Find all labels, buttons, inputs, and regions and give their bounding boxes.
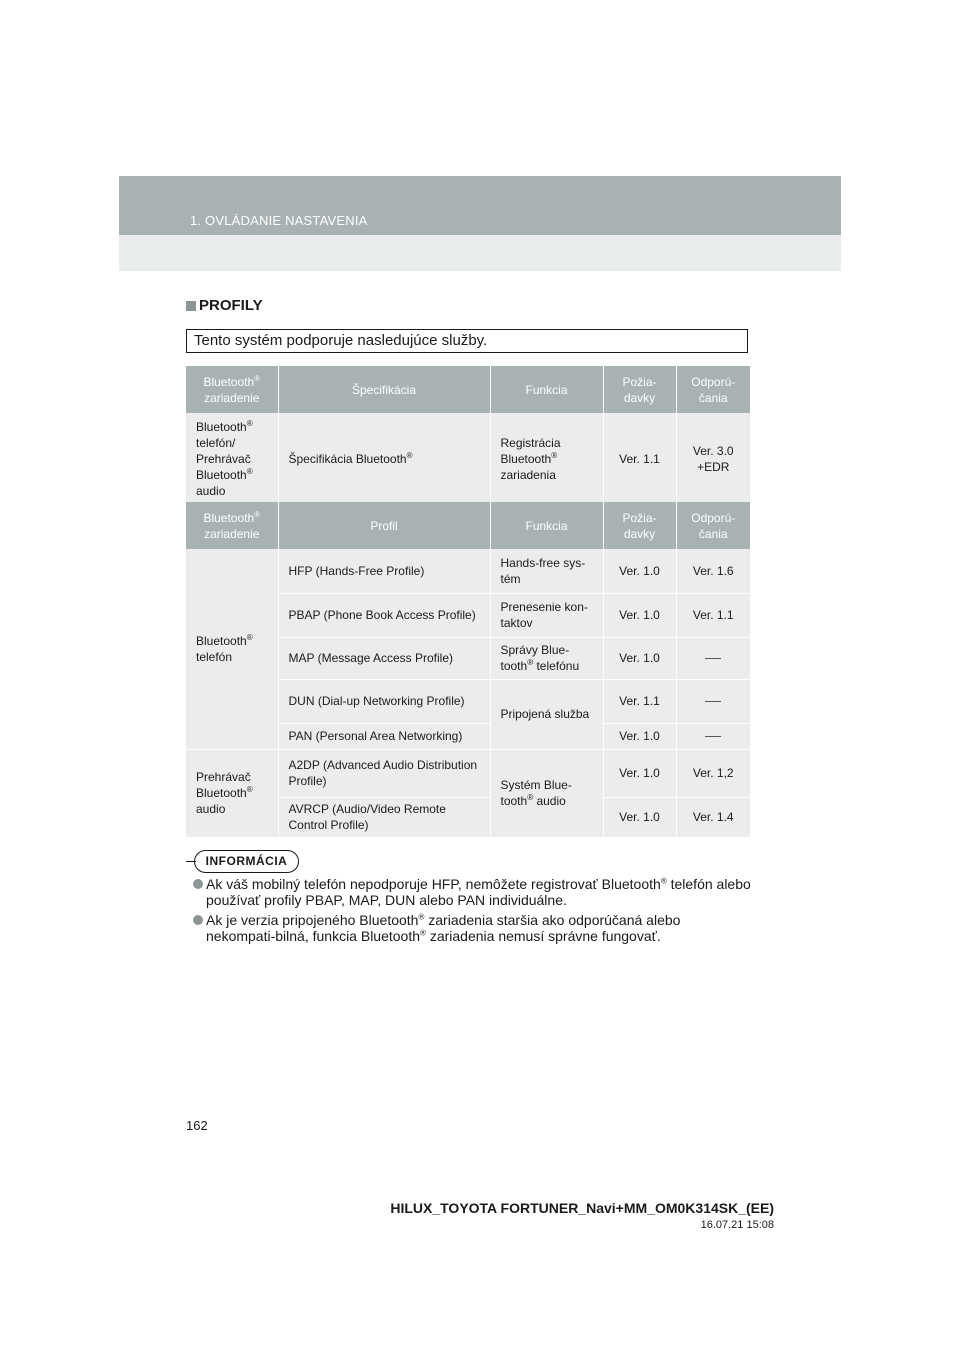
requirement-cell: Ver. 1.0: [603, 549, 676, 593]
col-header-recommendation: Odporú-čania: [676, 366, 750, 413]
header-band: [119, 176, 841, 271]
requirement-cell: Ver. 1.0: [603, 797, 676, 837]
recommendation-cell: Ver. 1.4: [676, 797, 750, 837]
device-cell: Bluetooth® telefón/ Prehrávač Bluetooth® audio: [186, 413, 278, 506]
col-header-profile: Profil: [278, 502, 490, 549]
document-timestamp: 16.07.21 15:08: [700, 1219, 774, 1231]
col-header-function: Funkcia: [490, 502, 603, 549]
table-row: [186, 749, 750, 797]
document-code: HILUX_TOYOTA FORTUNER_Navi+MM_OM0K314SK_(EE): [390, 1200, 774, 1216]
col-header-function: Funkcia: [490, 366, 603, 413]
recommendation-cell: Ver. 1.1: [676, 593, 750, 637]
bullet-icon: [193, 915, 203, 925]
square-bullet-icon: [186, 301, 196, 311]
header-strip: [119, 176, 841, 235]
profile-cell: HFP (Hands-Free Profile): [278, 549, 490, 593]
bullet-icon: [193, 879, 203, 889]
dash-icon: [705, 658, 721, 659]
requirement-cell: Ver. 1.0: [603, 749, 676, 797]
col-header-recommendation: Odporú-čania: [676, 502, 750, 549]
info-badge: INFORMÁCIA: [194, 850, 299, 873]
device-cell: Bluetooth® telefón: [186, 549, 278, 749]
dash-icon: [705, 701, 721, 702]
col-header-device: Bluetooth® zariadenie: [186, 366, 278, 413]
list-item: [193, 912, 753, 944]
profiles-table: [186, 502, 750, 838]
section-title: PROFILY: [199, 297, 263, 314]
recommendation-cell: [676, 679, 750, 723]
function-cell: Systém Blue-tooth® audio: [490, 749, 603, 837]
function-cell: Hands-free sys-tém: [490, 549, 603, 593]
requirement-cell: Ver. 1.0: [603, 637, 676, 679]
notice-box: Tento systém podporuje nasledujúce služby.: [186, 329, 748, 353]
col-header-requirement: Požia-davky: [603, 366, 676, 413]
profile-cell: A2DP (Advanced Audio Distribution Profile): [278, 749, 490, 797]
info-list: [193, 876, 753, 948]
profile-cell: MAP (Message Access Profile): [278, 637, 490, 679]
spec-table: [186, 366, 750, 506]
recommendation-cell: Ver. 3.0 +EDR: [676, 413, 750, 506]
function-cell: Registrácia Bluetooth® zariadenia: [490, 413, 603, 506]
chapter-title: 1. OVLÁDANIE NASTAVENIA: [190, 213, 368, 228]
recommendation-cell: [676, 723, 750, 749]
col-header-device: Bluetooth® zariadenie: [186, 502, 278, 549]
recommendation-cell: Ver. 1,2: [676, 749, 750, 797]
dash-icon: [705, 736, 721, 737]
requirement-cell: Ver. 1.0: [603, 593, 676, 637]
section-heading: [186, 297, 263, 314]
info-text: Ak je verzia pripojeného Bluetooth® zariadenia staršia ako odporúčaná alebo nekompati-bilná, funkcia Bluetooth® zariadenia nemusí správne fungovať.: [206, 912, 681, 944]
profile-cell: AVRCP (Audio/Video Remote Control Profile): [278, 797, 490, 837]
col-header-spec: Špecifikácia: [278, 366, 490, 413]
table-row: [186, 413, 750, 506]
profile-cell: PBAP (Phone Book Access Profile): [278, 593, 490, 637]
spec-cell: Špecifikácia Bluetooth®: [278, 413, 490, 506]
requirement-cell: Ver. 1.1: [603, 679, 676, 723]
profile-cell: DUN (Dial-up Networking Profile): [278, 679, 490, 723]
requirement-cell: Ver. 1.1: [603, 413, 676, 506]
page-number: 162: [186, 1118, 208, 1133]
profile-cell: PAN (Personal Area Networking): [278, 723, 490, 749]
list-item: [193, 876, 753, 908]
requirement-cell: Ver. 1.0: [603, 723, 676, 749]
recommendation-cell: Ver. 1.6: [676, 549, 750, 593]
info-text: Ak váš mobilný telefón nepodporuje HFP, nemôžete registrovať Bluetooth® telefón alebo používať profily PBAP, MAP, DUN alebo PAN individuálne.: [206, 876, 751, 908]
recommendation-cell: [676, 637, 750, 679]
table-row: [186, 549, 750, 593]
device-cell: Prehrávač Bluetooth® audio: [186, 749, 278, 837]
function-cell: Prenesenie kon-taktov: [490, 593, 603, 637]
col-header-requirement: Požia-davky: [603, 502, 676, 549]
function-cell: Pripojená služba: [490, 679, 603, 749]
function-cell: Správy Blue-tooth® telefónu: [490, 637, 603, 679]
